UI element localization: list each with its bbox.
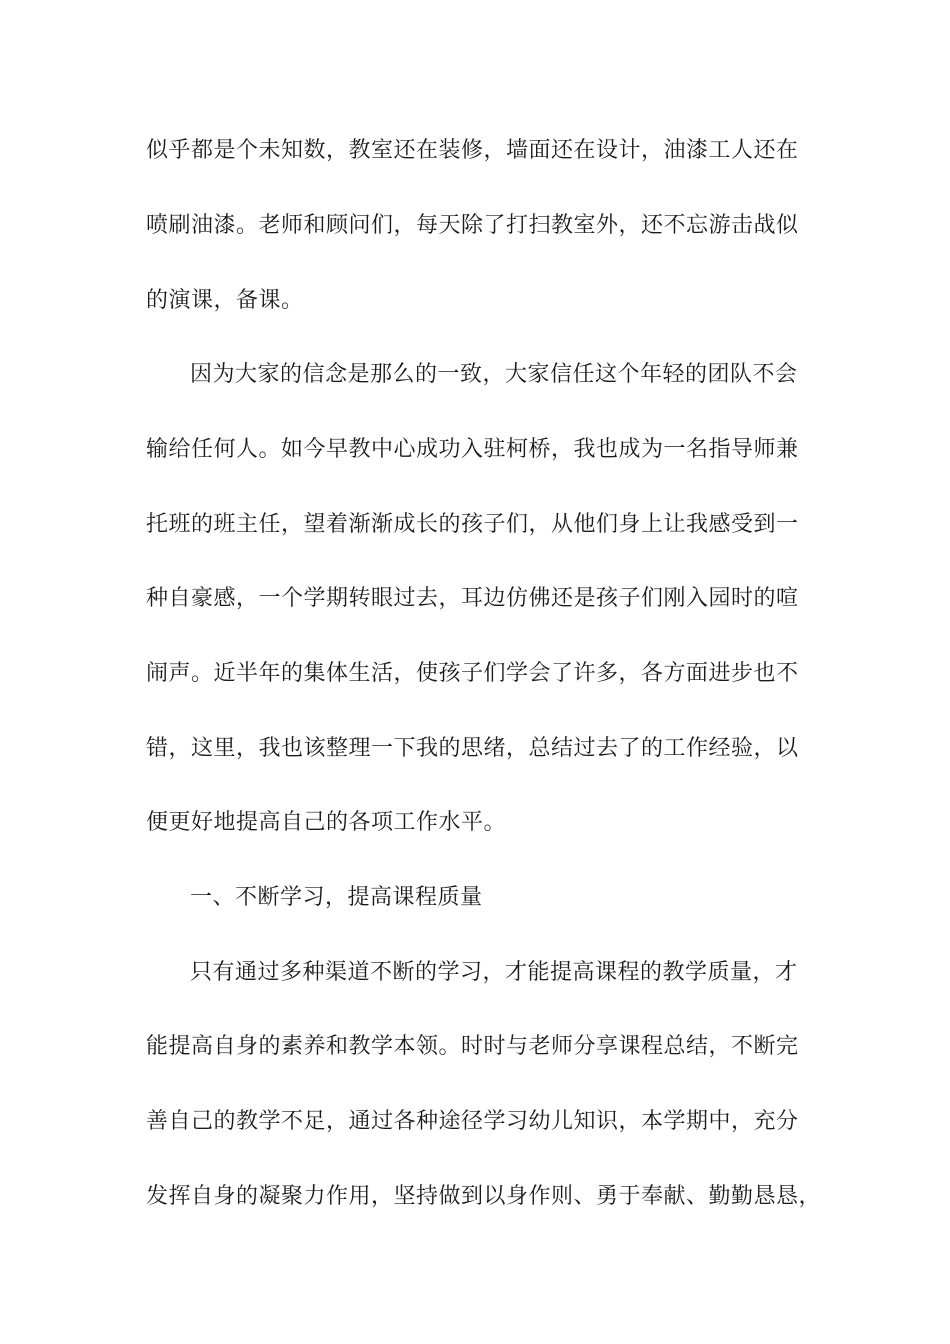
paragraph-start-line: 只有通过多种渠道不断的学习，才能提高课程的教学质量，才 xyxy=(190,960,798,985)
text-line: 喷刷油漆。老师和顾问们，每天除了打扫教室外，还不忘游击战似 xyxy=(146,213,799,238)
text-line: 种自豪感，一个学期转眼过去，耳边仿佛还是孩子们刚入园时的喧 xyxy=(146,586,799,611)
text-line: 托班的班主任，望着渐渐成长的孩子们，从他们身上让我感受到一 xyxy=(146,512,799,537)
text-line: 闹声。近半年的集体生活，使孩子们学会了许多，各方面进步也不 xyxy=(146,661,799,686)
text-line: 的演课，备课。 xyxy=(146,288,304,313)
text-line: 输给任何人。如今早教中心成功入驻柯桥，我也成为一名指导师兼 xyxy=(146,437,799,462)
text-line: 发挥自身的凝聚力作用，坚持做到以身作则、勇于奉献、勤勤恳恳， xyxy=(146,1184,822,1209)
paragraph-start-line: 因为大家的信念是那么的一致，大家信任这个年轻的团队不会 xyxy=(190,362,798,387)
text-line: 似乎都是个未知数，教室还在装修，墙面还在设计，油漆工人还在 xyxy=(146,138,799,163)
text-line: 能提高自身的素养和教学本领。时时与老师分享课程总结，不断完 xyxy=(146,1034,799,1059)
section-heading: 一、不断学习，提高课程质量 xyxy=(190,885,483,910)
text-line: 错，这里，我也该整理一下我的思绪，总结过去了的工作经验，以 xyxy=(146,736,799,761)
text-line: 便更好地提高自己的各项工作水平。 xyxy=(146,810,507,835)
text-line: 善自己的教学不足，通过各种途径学习幼儿知识，本学期中，充分 xyxy=(146,1109,799,1134)
